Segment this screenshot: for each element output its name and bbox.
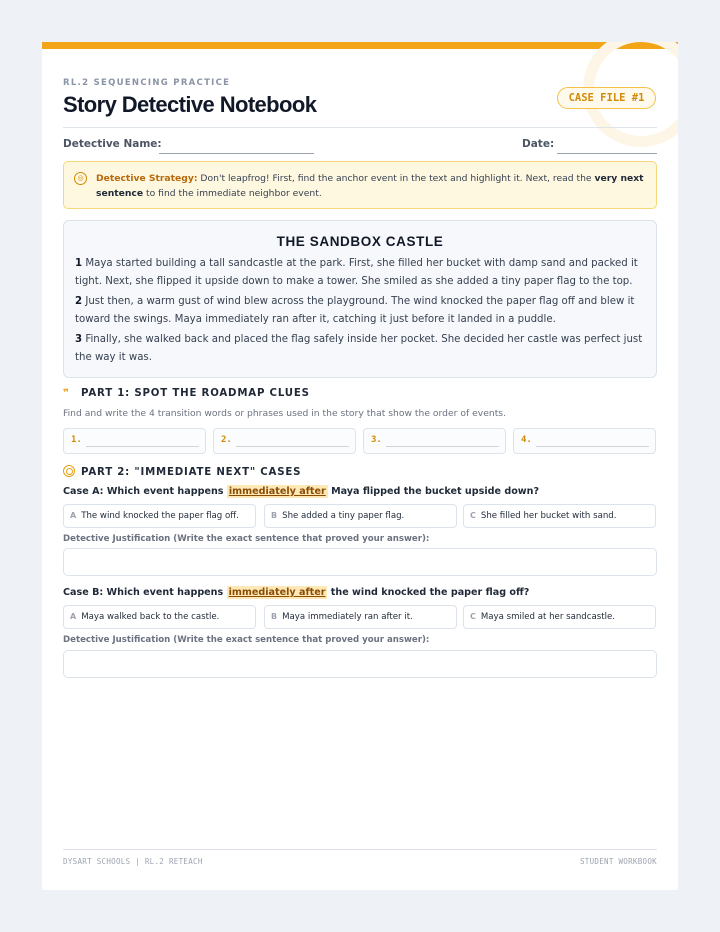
option-text: She added a tiny paper flag. bbox=[282, 511, 405, 521]
option-letter: A bbox=[70, 612, 77, 621]
transition-slot-3[interactable] bbox=[363, 428, 506, 454]
case-b-justification-input[interactable] bbox=[63, 650, 657, 678]
slot-line bbox=[236, 446, 349, 447]
worksheet-page bbox=[42, 42, 678, 890]
question-highlight: immediately after bbox=[228, 486, 326, 497]
question-post: the wind knocked the paper flag off? bbox=[327, 587, 530, 598]
paragraph-text: Maya started building a tall sandcastle at the park. First, she filled her bucket with damp sand and packed it tight. Next, she flipped it upside down to make a tower. She smiled as she added a tiny paper flag to the top. bbox=[75, 258, 638, 287]
footer-divider bbox=[63, 849, 657, 850]
case-b-question bbox=[63, 587, 529, 598]
story-title: THE SANDBOX CASTLE bbox=[276, 234, 444, 249]
slot-line bbox=[386, 446, 499, 447]
part1-heading bbox=[63, 388, 310, 400]
transition-slot-1[interactable] bbox=[63, 428, 206, 454]
top-accent-bar bbox=[42, 42, 678, 49]
slot-line bbox=[536, 446, 649, 447]
strategy-text-part-2: to find the immediate neighbor event. bbox=[143, 188, 322, 199]
detective-name-label: Detective Name: bbox=[63, 138, 162, 150]
story-panel bbox=[63, 220, 657, 378]
slot-line bbox=[86, 446, 199, 447]
case-file-badge: CASE FILE #1 bbox=[557, 87, 656, 109]
paragraph-number: 3 bbox=[75, 334, 83, 345]
part2-title: PART 2: "IMMEDIATE NEXT" CASES bbox=[81, 467, 302, 478]
option-letter: C bbox=[470, 612, 476, 621]
option-text: She filled her bucket with sand. bbox=[480, 511, 617, 521]
case-a-option-a[interactable] bbox=[63, 504, 256, 528]
option-letter: B bbox=[271, 612, 278, 621]
paragraph-text: Just then, a warm gust of wind blew across the playground. The wind knocked the paper flag off and blew it toward the swings. Maya immediately ran after it, catching it just before it landed in a puddle. bbox=[75, 296, 635, 325]
part2-heading bbox=[63, 465, 301, 478]
target-icon bbox=[63, 465, 75, 477]
option-text: Maya walked back to the castle. bbox=[81, 612, 220, 622]
page-title: Story Detective Notebook bbox=[63, 92, 317, 117]
option-letter: A bbox=[70, 511, 77, 520]
option-letter: B bbox=[271, 511, 278, 520]
transition-slot-4[interactable] bbox=[513, 428, 656, 454]
case-a-justification-input[interactable] bbox=[63, 548, 657, 576]
question-post: Maya flipped the bucket upside down? bbox=[327, 486, 540, 497]
date-field[interactable] bbox=[557, 153, 657, 154]
question-pre: Case B: Which event happens bbox=[63, 587, 227, 598]
part1-title: PART 1: SPOT THE ROADMAP CLUES bbox=[81, 388, 310, 399]
option-text: Maya smiled at her sandcastle. bbox=[480, 612, 615, 622]
case-b-option-b[interactable] bbox=[264, 605, 457, 629]
strategy-callout bbox=[63, 161, 657, 209]
slot-number: 2. bbox=[221, 435, 232, 445]
paragraph-text: Finally, she walked back and placed the flag safely inside her pocket. She decided her castle was perfect just the way it was. bbox=[75, 334, 643, 363]
option-text: The wind knocked the paper flag off. bbox=[81, 511, 239, 521]
part1-hint: Find and write the 4 transition words or phrases used in the story that show the order of events. bbox=[63, 408, 507, 419]
case-a-question bbox=[63, 486, 539, 497]
slot-number: 1. bbox=[71, 435, 82, 445]
slot-number: 4. bbox=[521, 435, 532, 445]
case-a-justification-label: Detective Justification (Write the exact sentence that proved your answer): bbox=[63, 534, 430, 544]
transition-slot-2[interactable] bbox=[213, 428, 356, 454]
strategy-bold: very next sentence bbox=[96, 173, 644, 199]
paragraph-number: 2 bbox=[75, 296, 83, 307]
option-letter: C bbox=[470, 511, 476, 520]
footprints-icon: ❞ bbox=[63, 388, 70, 399]
eyebrow-label: RL.2 SEQUENCING PRACTICE bbox=[63, 78, 231, 88]
case-a-option-b[interactable] bbox=[264, 504, 457, 528]
date-label: Date: bbox=[522, 138, 555, 150]
strategy-text-part-1: Don't leapfrog! First, find the anchor event in the text and highlight it. Next, read the bbox=[197, 173, 595, 184]
slot-number: 3. bbox=[371, 435, 382, 445]
strategy-text bbox=[96, 171, 644, 201]
footer-right: STUDENT WORKBOOK bbox=[579, 857, 657, 866]
option-text: Maya immediately ran after it. bbox=[282, 612, 413, 622]
case-a-option-c[interactable] bbox=[463, 504, 656, 528]
header-divider bbox=[63, 127, 657, 128]
detective-name-field[interactable] bbox=[159, 153, 314, 154]
case-b-option-c[interactable] bbox=[463, 605, 656, 629]
paragraph-number: 1 bbox=[75, 258, 83, 269]
story-paragraph-3 bbox=[75, 331, 649, 367]
story-paragraph-1 bbox=[75, 255, 649, 291]
story-paragraph-2 bbox=[75, 293, 649, 329]
case-b-option-a[interactable] bbox=[63, 605, 256, 629]
strategy-label: Detective Strategy: bbox=[96, 173, 198, 184]
footer-left: DYSART SCHOOLS | RL.2 RETEACH bbox=[63, 857, 203, 866]
case-b-justification-label: Detective Justification (Write the exact sentence that proved your answer): bbox=[63, 635, 430, 645]
compass-icon: ◎ bbox=[74, 172, 87, 185]
question-pre: Case A: Which event happens bbox=[63, 486, 227, 497]
question-highlight: immediately after bbox=[228, 587, 326, 598]
